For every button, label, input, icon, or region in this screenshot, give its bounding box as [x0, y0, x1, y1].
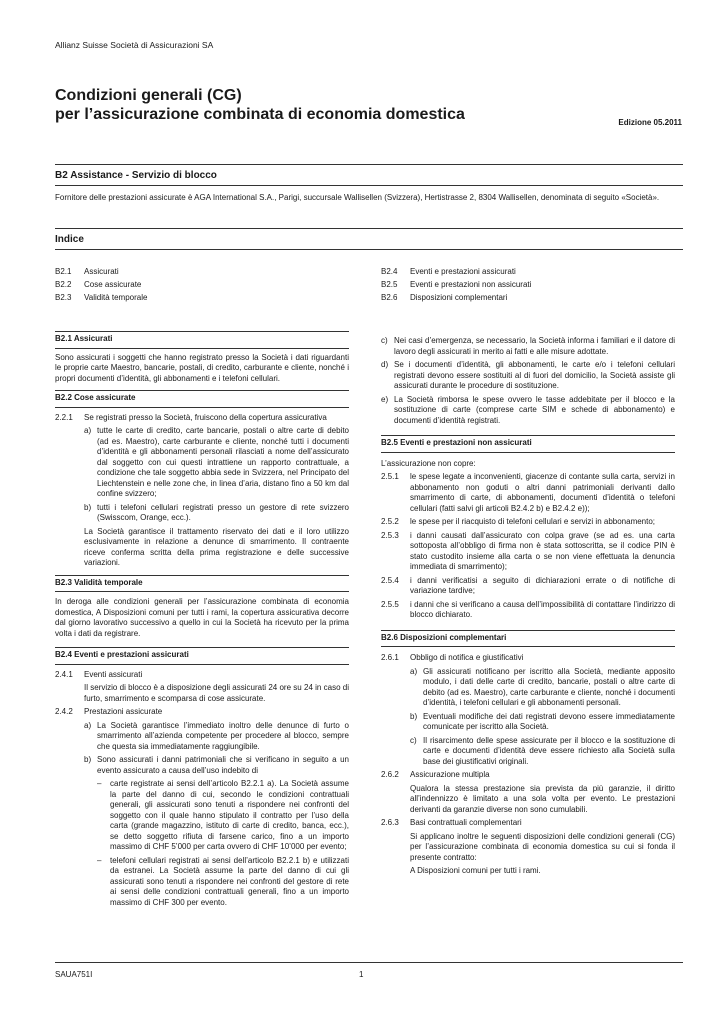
paragraph: Si applicano inoltre le seguenti disposizioni delle condizioni generali (CG) per l’assicurazione combinata di economia domestica su cui si fonda il presente contratto: [410, 831, 675, 862]
subsection-heading: B2.2 Cose assicurate [55, 390, 349, 408]
list-item: b) Eventuali modifiche dei dati registrati devono essere immediatamente comunicate per iscritto alla Società. [410, 711, 675, 731]
subsection-heading: B2.3 Validità temporale [55, 575, 349, 593]
divider [55, 164, 683, 165]
divider [55, 185, 683, 186]
list-item: a) Gli assicurati notificano per iscritto alla Società, mediante apposito modulo, i dati delle carte di credito, bancarie, postali o altre carte di debito (ad es. Maestro), carte carburante e cliente, nonché i documenti d’identità, i telefoni cellulari e gli abbonamenti personali. [410, 666, 675, 707]
article: 2.6.1 Obbligo di notifica e giustificativi [381, 653, 524, 662]
index-item[interactable]: B2.1 Assicurati [55, 267, 119, 276]
b23-text: In deroga alle condizioni generali per l’assicurazione combinata di economia domestica, A Disposizioni comuni per tutti i rami, la copertura assicurativa decorre dal giorno lavorativo successivo a quello in cui la Società ha ricevuto per la prima volta i dati da registrare. [55, 597, 349, 638]
exclusion-item: 2.5.3 i danni causati dall’assicurato con colpa grave (se ad es. una carta sottoposta all’obbligo di firma non è stata sottoscritta, se il codice PIN è stato custodito insieme alla carta o se non viene effettuata la denuncia immediata di smarrimento); [381, 530, 675, 571]
index-right [381, 265, 531, 304]
edition-label: Edizione 05.2011 [618, 118, 682, 127]
dash-item: – carte registrate ai sensi dell’articolo B2.2.1 a). La Società assume la parte del danno di cui, secondo le condizioni contrattuali generali, gli assicurati sono tenuti a rispondere nei confronti del soggetto con il quale hanno stipulato il contratto per l’uso della carta (grande magazzino, istituto di carte di credito, banca, ecc.), se detto soggetto rifiuta di farsene carico, fino a un importo massimo di CHF 5’000 per carta ovvero di CHF 10’000 per evento; [97, 779, 349, 851]
subsection-heading: B2.5 Eventi e prestazioni non assicurati [381, 435, 675, 453]
index-item[interactable]: B2.5 Eventi e prestazioni non assicurati [381, 280, 532, 289]
index-item[interactable]: B2.6 Disposizioni complementari [381, 293, 508, 302]
exclusion-item: 2.5.5 i danni che si verificano a causa dell’impossibilità di contattare l’indirizzo di blocco dichiarato. [381, 599, 675, 619]
left-column [55, 327, 349, 908]
document-code: SAUA751I [55, 970, 93, 979]
list-item: a) tutte le carte di credito, carte bancarie, postali o altre carte di debito (ad es. Maestro), carte carburante e cliente, nonché tutti i documenti d’identità e gli abbonamenti personali rilasciati a nome dell’assicurato dal soggetto con cui questi intrattiene un rapporto contrattuale, a condizione che tale soggetto abbia sede in Svizzera, nel Principato del Liechtenstein e nelle zone che, in linea d’aria, distano fino a 50 km dal confine svizzero; [84, 426, 349, 498]
right-column [381, 333, 675, 877]
dash-item: – telefoni cellulari registrati ai sensi dell’articolo B2.2.1 b) e utilizzati da estranei. La Società assume la parte del danno di cui gli assicurati sono tenuti a rispondere nei confronti del gestore di rete ai sensi delle condizioni contrattuali generali, fino a un importo massimo di CHF 300 per evento. [97, 855, 349, 907]
page-number: 1 [359, 970, 364, 979]
index-title: Indice [55, 234, 84, 245]
exclusion-item: 2.5.2 le spese per il riacquisto di telefoni cellulari e servizi in abbonamento; [381, 517, 656, 526]
paragraph: Il servizio di blocco è a disposizione degli assicurati 24 ore su 24 in caso di furto, smarrimento e scomparsa di cose assicurate. [84, 683, 349, 703]
page-title [55, 86, 575, 124]
paragraph: Qualora la stessa prestazione sia prevista da più garanzie, il diritto all’indennizzo è limitato a una sola volta per evento. Le prestazioni derivanti da garanzie diverse non sono cumulabili. [410, 783, 675, 814]
subsection-heading: B2.6 Disposizioni complementari [381, 630, 675, 648]
list-item: c) Il risarcimento delle spese assicurate per il blocco e la sostituzione di carte e documenti d’identità deve essere richiesto alla Società sulla base dei giustificativi originali. [410, 735, 675, 766]
paragraph: A Disposizioni comuni per tutti i rami. [410, 866, 541, 875]
list-item: e) La Società rimborsa le spese ovvero le tasse addebitate per il blocco e la sostituzione di carte (comprese carte SIM e schede di abbonamento) e documenti d’identità registrati. [381, 394, 675, 425]
section-title: B2 Assistance - Servizio di blocco [55, 170, 217, 181]
divider [55, 228, 683, 229]
article: 2.6.3 Basi contrattuali complementari [381, 818, 522, 827]
exclusion-item: 2.5.1 le spese legate a inconvenienti, giacenze di contante sulla carta, servizi in abbonamento non goduti o altri danni patrimoniali derivanti dallo smarrimento di carte, di abbonamenti, documenti d’identità o telefoni cellulari (fatti salvi gli articoli B2.4.2 b) e B2.4.2 e)); [381, 472, 675, 513]
footer-divider [55, 962, 683, 963]
provider-text: Fornitore delle prestazioni assicurate è AGA International S.A., Parigi, succursale Wallisellen (Svizzera), Hertistrasse 2, 8304 Wallisellen, denominata di seguito «Società». [55, 193, 660, 202]
company-name: Allianz Suisse Società di Assicurazioni SA [55, 40, 214, 50]
b25-intro: L’assicurazione non copre: [381, 458, 476, 468]
subsection-heading: B2.4 Eventi e prestazioni assicurati [55, 647, 349, 665]
list-item: c) Nei casi d’emergenza, se necessario, la Società informa i familiari e il datore di lavoro degli assicurati in merito ai fatti e alle misure adottate. [381, 336, 675, 356]
exclusion-item: 2.5.4 i danni verificatisi a seguito di dichiarazioni errate o di notifiche di variazione tardive; [381, 575, 675, 595]
index-item[interactable]: B2.3 Validità temporale [55, 293, 148, 302]
list-item: a) La Società garantisce l’immediato inoltro delle denunce di furto o smarrimento all’azienda competente per procedere al blocco, sempre che questa sia immediatamente raggiungibile. [84, 720, 349, 751]
index-item[interactable]: B2.2 Cose assicurate [55, 280, 142, 289]
divider [55, 249, 683, 250]
subsection-heading: B2.1 Assicurati [55, 331, 349, 349]
list-item: d) Se i documenti d’identità, gli abbonamenti, le carte e/o i telefoni cellulari registrati devono essere sostituiti al di fuori del domicilio, la Società assiste gli assicurati durante le procedure di sostituzione. [381, 360, 675, 390]
title-line-1: Condizioni generali (CG) [55, 87, 242, 104]
article: 2.4.2 Prestazioni assicurate [55, 707, 163, 716]
index-left [55, 265, 147, 304]
list-item: b) tutti i telefoni cellulari registrati presso un gestore di rete svizzero (Swisscom, Orange, ecc.). [84, 502, 349, 522]
index-item[interactable]: B2.4 Eventi e prestazioni assicurati [381, 267, 516, 276]
b21-text: Sono assicurati i soggetti che hanno registrato presso la Società i dati riguardanti le proprie carte Maestro, bancarie, postali, di credito, carburante e cliente, nonché i propri documenti d’identità, gli abbonamenti e i telefoni cellulari. [55, 352, 349, 383]
title-line-2: per l’assicurazione combinata di economia domestica [55, 106, 465, 123]
paragraph: La Società garantisce il trattamento riservato dei dati e il loro utilizzo esclusivamente in relazione a denunce di smarrimento. Il contraente riceve conferma scritta della prima registrazione e delle successive variazioni. [84, 526, 349, 567]
article: 2.4.1 Eventi assicurati [55, 669, 143, 679]
article: 2.6.2 Assicurazione multipla [381, 770, 490, 779]
list-item: b) Sono assicurati i danni patrimoniali che si verificano in seguito a un evento assicurato a causa dell’uso indebito di [84, 755, 349, 775]
article: 2.2.1 Se registrati presso la Società, fruiscono della copertura assicurativa [55, 412, 327, 422]
